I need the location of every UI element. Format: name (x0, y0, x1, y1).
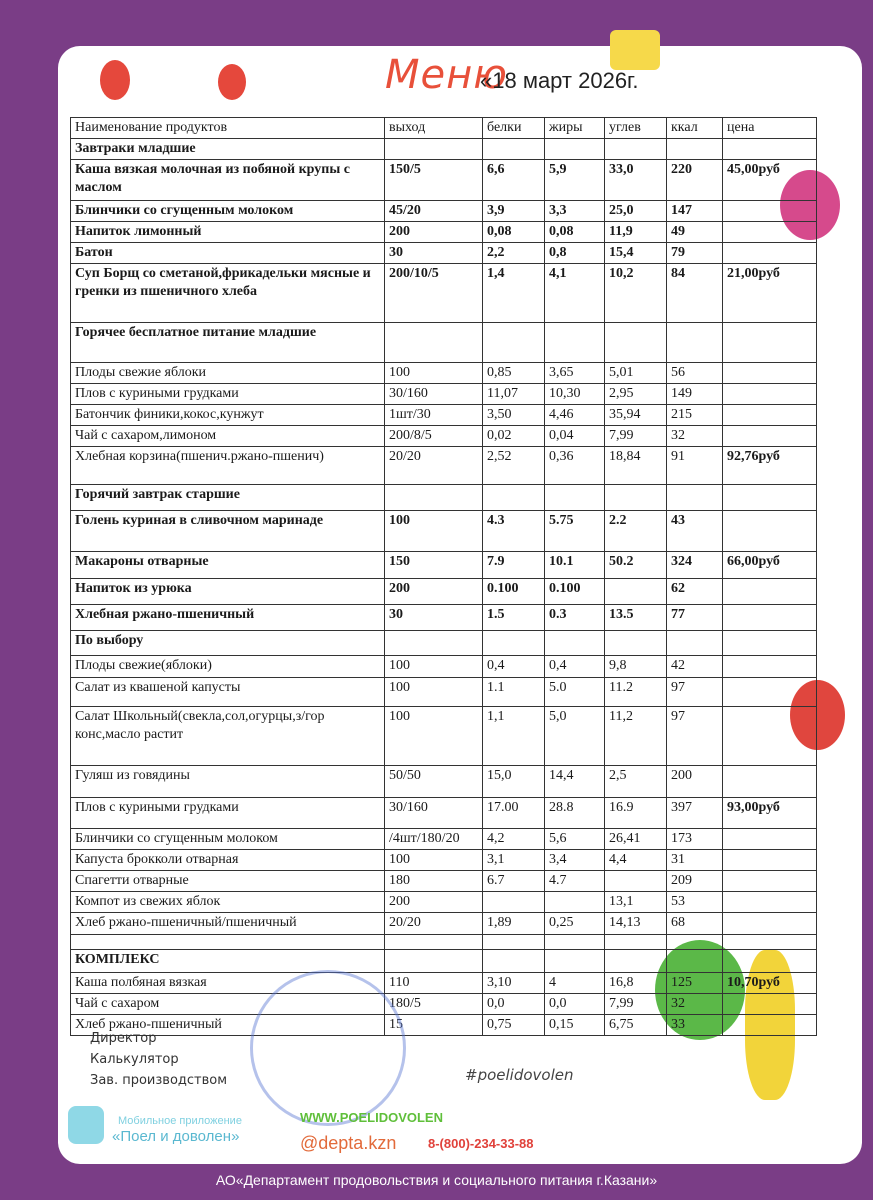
cell-price: 21,00руб (723, 264, 817, 323)
cell-kcal: 97 (667, 678, 723, 707)
cell-price (723, 707, 817, 766)
cell-fat: 4,46 (545, 405, 605, 426)
cell-carbs (605, 139, 667, 160)
table-row (71, 552, 817, 579)
cell-carbs (605, 323, 667, 363)
cell-protein: 4.3 (483, 511, 545, 552)
cell-protein (483, 892, 545, 913)
cell-kcal: 31 (667, 850, 723, 871)
cell-carbs: 11.2 (605, 678, 667, 707)
cell-yield: 200/8/5 (385, 426, 483, 447)
cell-carbs: 13,1 (605, 892, 667, 913)
cell-price (723, 485, 817, 511)
cell-fat: 4,1 (545, 264, 605, 323)
cell-fat: 3,4 (545, 850, 605, 871)
cell-protein: 1,1 (483, 707, 545, 766)
cell-carbs: 4,4 (605, 850, 667, 871)
cell-yield: 20/20 (385, 447, 483, 485)
cell-price: 10,70руб (723, 973, 817, 994)
cell-price (723, 384, 817, 405)
cell-name: Хлебная ржано-пшеничный (71, 605, 385, 631)
cell-name: Салат из квашеной капусты (71, 678, 385, 707)
cell-name: Чай с сахаром (71, 994, 385, 1015)
cell-yield: 100 (385, 656, 483, 678)
cell-carbs: 25,0 (605, 201, 667, 222)
cell-price (723, 766, 817, 798)
cell-name: Спагетти отварные (71, 871, 385, 892)
table-row (71, 579, 817, 605)
cell-kcal: 125 (667, 973, 723, 994)
table-row (71, 631, 817, 656)
cell-name: Плоды свежие яблоки (71, 363, 385, 384)
cell-protein: 4,2 (483, 829, 545, 850)
column-header-fat: жиры (545, 118, 605, 139)
cell-protein: 0.100 (483, 579, 545, 605)
cell-price (723, 243, 817, 264)
cell-fat (545, 485, 605, 511)
cell-carbs: 15,4 (605, 243, 667, 264)
cell-kcal (667, 950, 723, 973)
cell-fat: 10,30 (545, 384, 605, 405)
cell-name: Хлеб ржано-пшеничный/пшеничный (71, 913, 385, 935)
cell-kcal: 62 (667, 579, 723, 605)
cell-yield: 15 (385, 1015, 483, 1036)
cell-kcal: 149 (667, 384, 723, 405)
cell-kcal: 43 (667, 511, 723, 552)
cell-protein: 1,89 (483, 913, 545, 935)
cell-fat: 0,15 (545, 1015, 605, 1036)
cell-protein: 0,85 (483, 363, 545, 384)
cell-kcal: 33 (667, 1015, 723, 1036)
table-row (71, 994, 817, 1015)
cell-kcal: 77 (667, 605, 723, 631)
cell-carbs: 16.9 (605, 798, 667, 829)
cell-carbs (605, 950, 667, 973)
column-header-protein: белки (483, 118, 545, 139)
cell-protein: 17.00 (483, 798, 545, 829)
cell-fat: 0.3 (545, 605, 605, 631)
cell-yield: 200 (385, 579, 483, 605)
table-header-row (71, 118, 817, 139)
cell-fat: 5.75 (545, 511, 605, 552)
cell-price (723, 579, 817, 605)
table-row (71, 264, 817, 323)
cell-kcal: 79 (667, 243, 723, 264)
cell-name: Горячий завтрак старшие (71, 485, 385, 511)
cell-carbs: 7,99 (605, 426, 667, 447)
cell-price (723, 222, 817, 243)
cell-protein: 7.9 (483, 552, 545, 579)
cell-name: По выбору (71, 631, 385, 656)
cell-fat: 0,8 (545, 243, 605, 264)
cell-name: Блинчики со сгущенным молоком (71, 201, 385, 222)
cell-name: Салат Школьный(свекла,сол,огурцы,з/гор конс,масло растит (71, 707, 385, 766)
cell-fat: 4 (545, 973, 605, 994)
cell-fat: 0,25 (545, 913, 605, 935)
table-row (71, 222, 817, 243)
cell-yield: 20/20 (385, 913, 483, 935)
cell-fat: 5.0 (545, 678, 605, 707)
cell-yield (385, 485, 483, 511)
table-row (71, 973, 817, 994)
cell-protein: 11,07 (483, 384, 545, 405)
cell-fat: 5,9 (545, 160, 605, 201)
cell-protein: 0,08 (483, 222, 545, 243)
table-row (71, 511, 817, 552)
cell-yield: 200 (385, 892, 483, 913)
cell-kcal: 53 (667, 892, 723, 913)
cell-yield: 150/5 (385, 160, 483, 201)
cell-price (723, 511, 817, 552)
cell-carbs: 5,01 (605, 363, 667, 384)
cell-carbs: 33,0 (605, 160, 667, 201)
cell-yield: 100 (385, 850, 483, 871)
cell-yield (385, 935, 483, 950)
cell-yield: 100 (385, 678, 483, 707)
menu-date: «18 март 2026г. (480, 68, 639, 93)
cell-fat (545, 892, 605, 913)
cell-protein: 15,0 (483, 766, 545, 798)
column-header-name: Наименование продуктов (71, 118, 385, 139)
cell-yield (385, 950, 483, 973)
table-row (71, 829, 817, 850)
cell-protein (483, 950, 545, 973)
cell-name: Напиток лимонный (71, 222, 385, 243)
school-stamp (250, 970, 406, 1126)
app-name: «Поел и доволен» (112, 1128, 240, 1145)
cell-carbs: 13.5 (605, 605, 667, 631)
cell-protein (483, 139, 545, 160)
cell-kcal (667, 323, 723, 363)
cell-name: Макароны отварные (71, 552, 385, 579)
cell-name: Плоды свежие(яблоки) (71, 656, 385, 678)
cell-price (723, 363, 817, 384)
tomato-mascot-icon (100, 60, 130, 100)
cell-protein: 1.5 (483, 605, 545, 631)
calculator-label: Калькулятор (90, 1052, 179, 1067)
table-row (71, 426, 817, 447)
cell-name: Каша полбяная вязкая (71, 973, 385, 994)
cell-carbs: 2.2 (605, 511, 667, 552)
cell-yield (385, 631, 483, 656)
tomato-mascot-icon (218, 64, 246, 100)
cell-name: Батончик финики,кокос,кунжут (71, 405, 385, 426)
cell-kcal: 91 (667, 447, 723, 485)
cell-kcal (667, 485, 723, 511)
cell-kcal: 42 (667, 656, 723, 678)
cell-fat (545, 631, 605, 656)
cell-protein (483, 631, 545, 656)
website-link[interactable]: WWW.POELIDOVOLEN (300, 1110, 443, 1125)
cell-kcal (667, 935, 723, 950)
cell-carbs: 11,2 (605, 707, 667, 766)
cell-price (723, 1015, 817, 1036)
app-label: Мобильное приложение (118, 1115, 242, 1127)
cell-name: Плов с куриными грудками (71, 384, 385, 405)
cell-protein: 0,02 (483, 426, 545, 447)
cell-carbs: 18,84 (605, 447, 667, 485)
cell-name: Хлебная корзина(пшенич.ржано-пшенич) (71, 447, 385, 485)
cell-carbs: 26,41 (605, 829, 667, 850)
cell-fat: 0,4 (545, 656, 605, 678)
footer-org: АО«Департамент продовольствия и социального питания г.Казани» (215, 1172, 658, 1188)
cell-protein: 3,10 (483, 973, 545, 994)
cell-price: 92,76руб (723, 447, 817, 485)
cell-fat: 0,0 (545, 994, 605, 1015)
cell-protein: 1.1 (483, 678, 545, 707)
table-row (71, 913, 817, 935)
cell-yield: 100 (385, 511, 483, 552)
director-label: Директор (90, 1031, 157, 1046)
cell-carbs: 11,9 (605, 222, 667, 243)
cell-protein: 3,1 (483, 850, 545, 871)
cell-name: Хлеб ржано-пшеничный (71, 1015, 385, 1036)
production-label: Зав. производством (90, 1073, 228, 1088)
app-icon (68, 1106, 104, 1144)
table-row (71, 935, 817, 950)
cell-name: Гуляш из говядины (71, 766, 385, 798)
cell-price (723, 850, 817, 871)
cell-protein (483, 323, 545, 363)
cell-kcal: 49 (667, 222, 723, 243)
cell-price (723, 913, 817, 935)
cell-carbs: 10,2 (605, 264, 667, 323)
cell-fat: 0,08 (545, 222, 605, 243)
cell-kcal: 56 (667, 363, 723, 384)
cell-protein: 6,6 (483, 160, 545, 201)
cell-price (723, 656, 817, 678)
cell-fat: 0,04 (545, 426, 605, 447)
hashtag: #poelidovolen (465, 1066, 574, 1084)
cell-carbs (605, 485, 667, 511)
cell-protein: 0,0 (483, 994, 545, 1015)
cell-kcal: 220 (667, 160, 723, 201)
cell-price (723, 426, 817, 447)
cell-yield: 100 (385, 363, 483, 384)
cell-name: КОМПЛЕКС (71, 950, 385, 973)
cell-carbs: 35,94 (605, 405, 667, 426)
cell-name: Капуста брокколи отварная (71, 850, 385, 871)
cell-name: Напиток из урюка (71, 579, 385, 605)
cell-kcal: 84 (667, 264, 723, 323)
cell-fat (545, 935, 605, 950)
cell-carbs (605, 631, 667, 656)
cell-kcal: 200 (667, 766, 723, 798)
cell-fat: 5,6 (545, 829, 605, 850)
cell-protein: 1,4 (483, 264, 545, 323)
cell-price (723, 605, 817, 631)
cell-name: Чай с сахаром,лимоном (71, 426, 385, 447)
menu-title: Меню (385, 52, 508, 98)
table-row (71, 766, 817, 798)
cell-kcal: 209 (667, 871, 723, 892)
cell-protein (483, 485, 545, 511)
cell-fat: 28.8 (545, 798, 605, 829)
cell-yield: 50/50 (385, 766, 483, 798)
cell-kcal: 397 (667, 798, 723, 829)
cell-fat: 3,65 (545, 363, 605, 384)
cell-carbs: 2,5 (605, 766, 667, 798)
cell-carbs: 6,75 (605, 1015, 667, 1036)
table-row (71, 950, 817, 973)
cell-kcal: 32 (667, 426, 723, 447)
table-row (71, 485, 817, 511)
cell-kcal: 173 (667, 829, 723, 850)
cell-price (723, 678, 817, 707)
column-header-yield: выход (385, 118, 483, 139)
cell-fat: 0,36 (545, 447, 605, 485)
cell-name: Компот из свежих яблок (71, 892, 385, 913)
cell-price (723, 631, 817, 656)
cell-fat: 10.1 (545, 552, 605, 579)
cell-kcal: 97 (667, 707, 723, 766)
cell-name: Блинчики со сгущенным молоком (71, 829, 385, 850)
cell-yield: 180 (385, 871, 483, 892)
cell-yield: 30/160 (385, 798, 483, 829)
cell-name: Батон (71, 243, 385, 264)
cell-yield: 1шт/30 (385, 405, 483, 426)
cell-fat: 14,4 (545, 766, 605, 798)
cell-protein (483, 935, 545, 950)
cell-price (723, 950, 817, 973)
cell-kcal (667, 139, 723, 160)
cell-yield: 200/10/5 (385, 264, 483, 323)
cell-carbs: 14,13 (605, 913, 667, 935)
cell-price (723, 935, 817, 950)
table-row (71, 707, 817, 766)
cell-price (723, 201, 817, 222)
cell-price: 66,00руб (723, 552, 817, 579)
column-header-price: цена (723, 118, 817, 139)
cell-price: 93,00руб (723, 798, 817, 829)
cell-price: 45,00руб (723, 160, 817, 201)
cell-yield (385, 323, 483, 363)
cell-carbs: 7,99 (605, 994, 667, 1015)
table-row (71, 363, 817, 384)
cell-protein: 0,4 (483, 656, 545, 678)
cell-yield: 30 (385, 243, 483, 264)
table-row (71, 160, 817, 201)
table-row (71, 405, 817, 426)
cell-price (723, 829, 817, 850)
table-row (71, 447, 817, 485)
cell-yield: 45/20 (385, 201, 483, 222)
phone-number[interactable]: 8-(800)-234-33-88 (428, 1136, 534, 1151)
cell-protein: 2,2 (483, 243, 545, 264)
cell-protein: 2,52 (483, 447, 545, 485)
table-row (71, 605, 817, 631)
instagram-handle[interactable]: @depta.kzn (300, 1133, 397, 1153)
cell-yield: 200 (385, 222, 483, 243)
cell-kcal (667, 631, 723, 656)
table-row (71, 892, 817, 913)
table-row (71, 850, 817, 871)
table-row (71, 678, 817, 707)
table-row (71, 656, 817, 678)
cell-carbs: 50.2 (605, 552, 667, 579)
cell-price (723, 994, 817, 1015)
cell-fat: 3,3 (545, 201, 605, 222)
cell-price (723, 892, 817, 913)
cell-fat: 5,0 (545, 707, 605, 766)
cell-carbs (605, 871, 667, 892)
cell-protein: 3,50 (483, 405, 545, 426)
cell-yield: /4шт/180/20 (385, 829, 483, 850)
cell-kcal: 147 (667, 201, 723, 222)
cell-fat: 0.100 (545, 579, 605, 605)
cell-yield (385, 139, 483, 160)
cell-fat (545, 323, 605, 363)
cell-kcal: 215 (667, 405, 723, 426)
table-row (71, 243, 817, 264)
cell-carbs (605, 935, 667, 950)
cell-fat (545, 139, 605, 160)
table-row (71, 384, 817, 405)
cell-carbs: 2,95 (605, 384, 667, 405)
cell-yield: 100 (385, 707, 483, 766)
cell-yield: 110 (385, 973, 483, 994)
table-row (71, 139, 817, 160)
table-row (71, 798, 817, 829)
column-header-kcal: ккал (667, 118, 723, 139)
cell-kcal: 68 (667, 913, 723, 935)
signatures-block (90, 1028, 227, 1091)
cell-yield: 150 (385, 552, 483, 579)
cell-yield: 180/5 (385, 994, 483, 1015)
cell-yield: 30/160 (385, 384, 483, 405)
cell-name: Плов с куриными грудками (71, 798, 385, 829)
table-row (71, 323, 817, 363)
cell-price (723, 139, 817, 160)
table-row (71, 871, 817, 892)
cell-name: Каша вязкая молочная из побяной крупы с маслом (71, 160, 385, 201)
table-row (71, 201, 817, 222)
cheese-mascot-icon (610, 30, 660, 70)
menu-table (70, 117, 817, 1036)
cell-name: Суп Борщ со сметаной,фрикадельки мясные и гренки из пшеничного хлеба (71, 264, 385, 323)
cell-protein: 3,9 (483, 201, 545, 222)
cell-price (723, 405, 817, 426)
cell-protein: 6.7 (483, 871, 545, 892)
cell-yield: 30 (385, 605, 483, 631)
cell-fat: 4.7 (545, 871, 605, 892)
cell-name (71, 935, 385, 950)
cell-carbs (605, 579, 667, 605)
cell-fat (545, 950, 605, 973)
cell-price (723, 871, 817, 892)
cell-kcal: 32 (667, 994, 723, 1015)
cell-carbs: 16,8 (605, 973, 667, 994)
cell-name: Завтраки младшие (71, 139, 385, 160)
cell-name: Голень куриная в сливочном маринаде (71, 511, 385, 552)
column-header-carbs: углев (605, 118, 667, 139)
cell-price (723, 323, 817, 363)
cell-protein: 0,75 (483, 1015, 545, 1036)
cell-name: Горячее бесплатное питание младшие (71, 323, 385, 363)
cell-carbs: 9,8 (605, 656, 667, 678)
cell-kcal: 324 (667, 552, 723, 579)
